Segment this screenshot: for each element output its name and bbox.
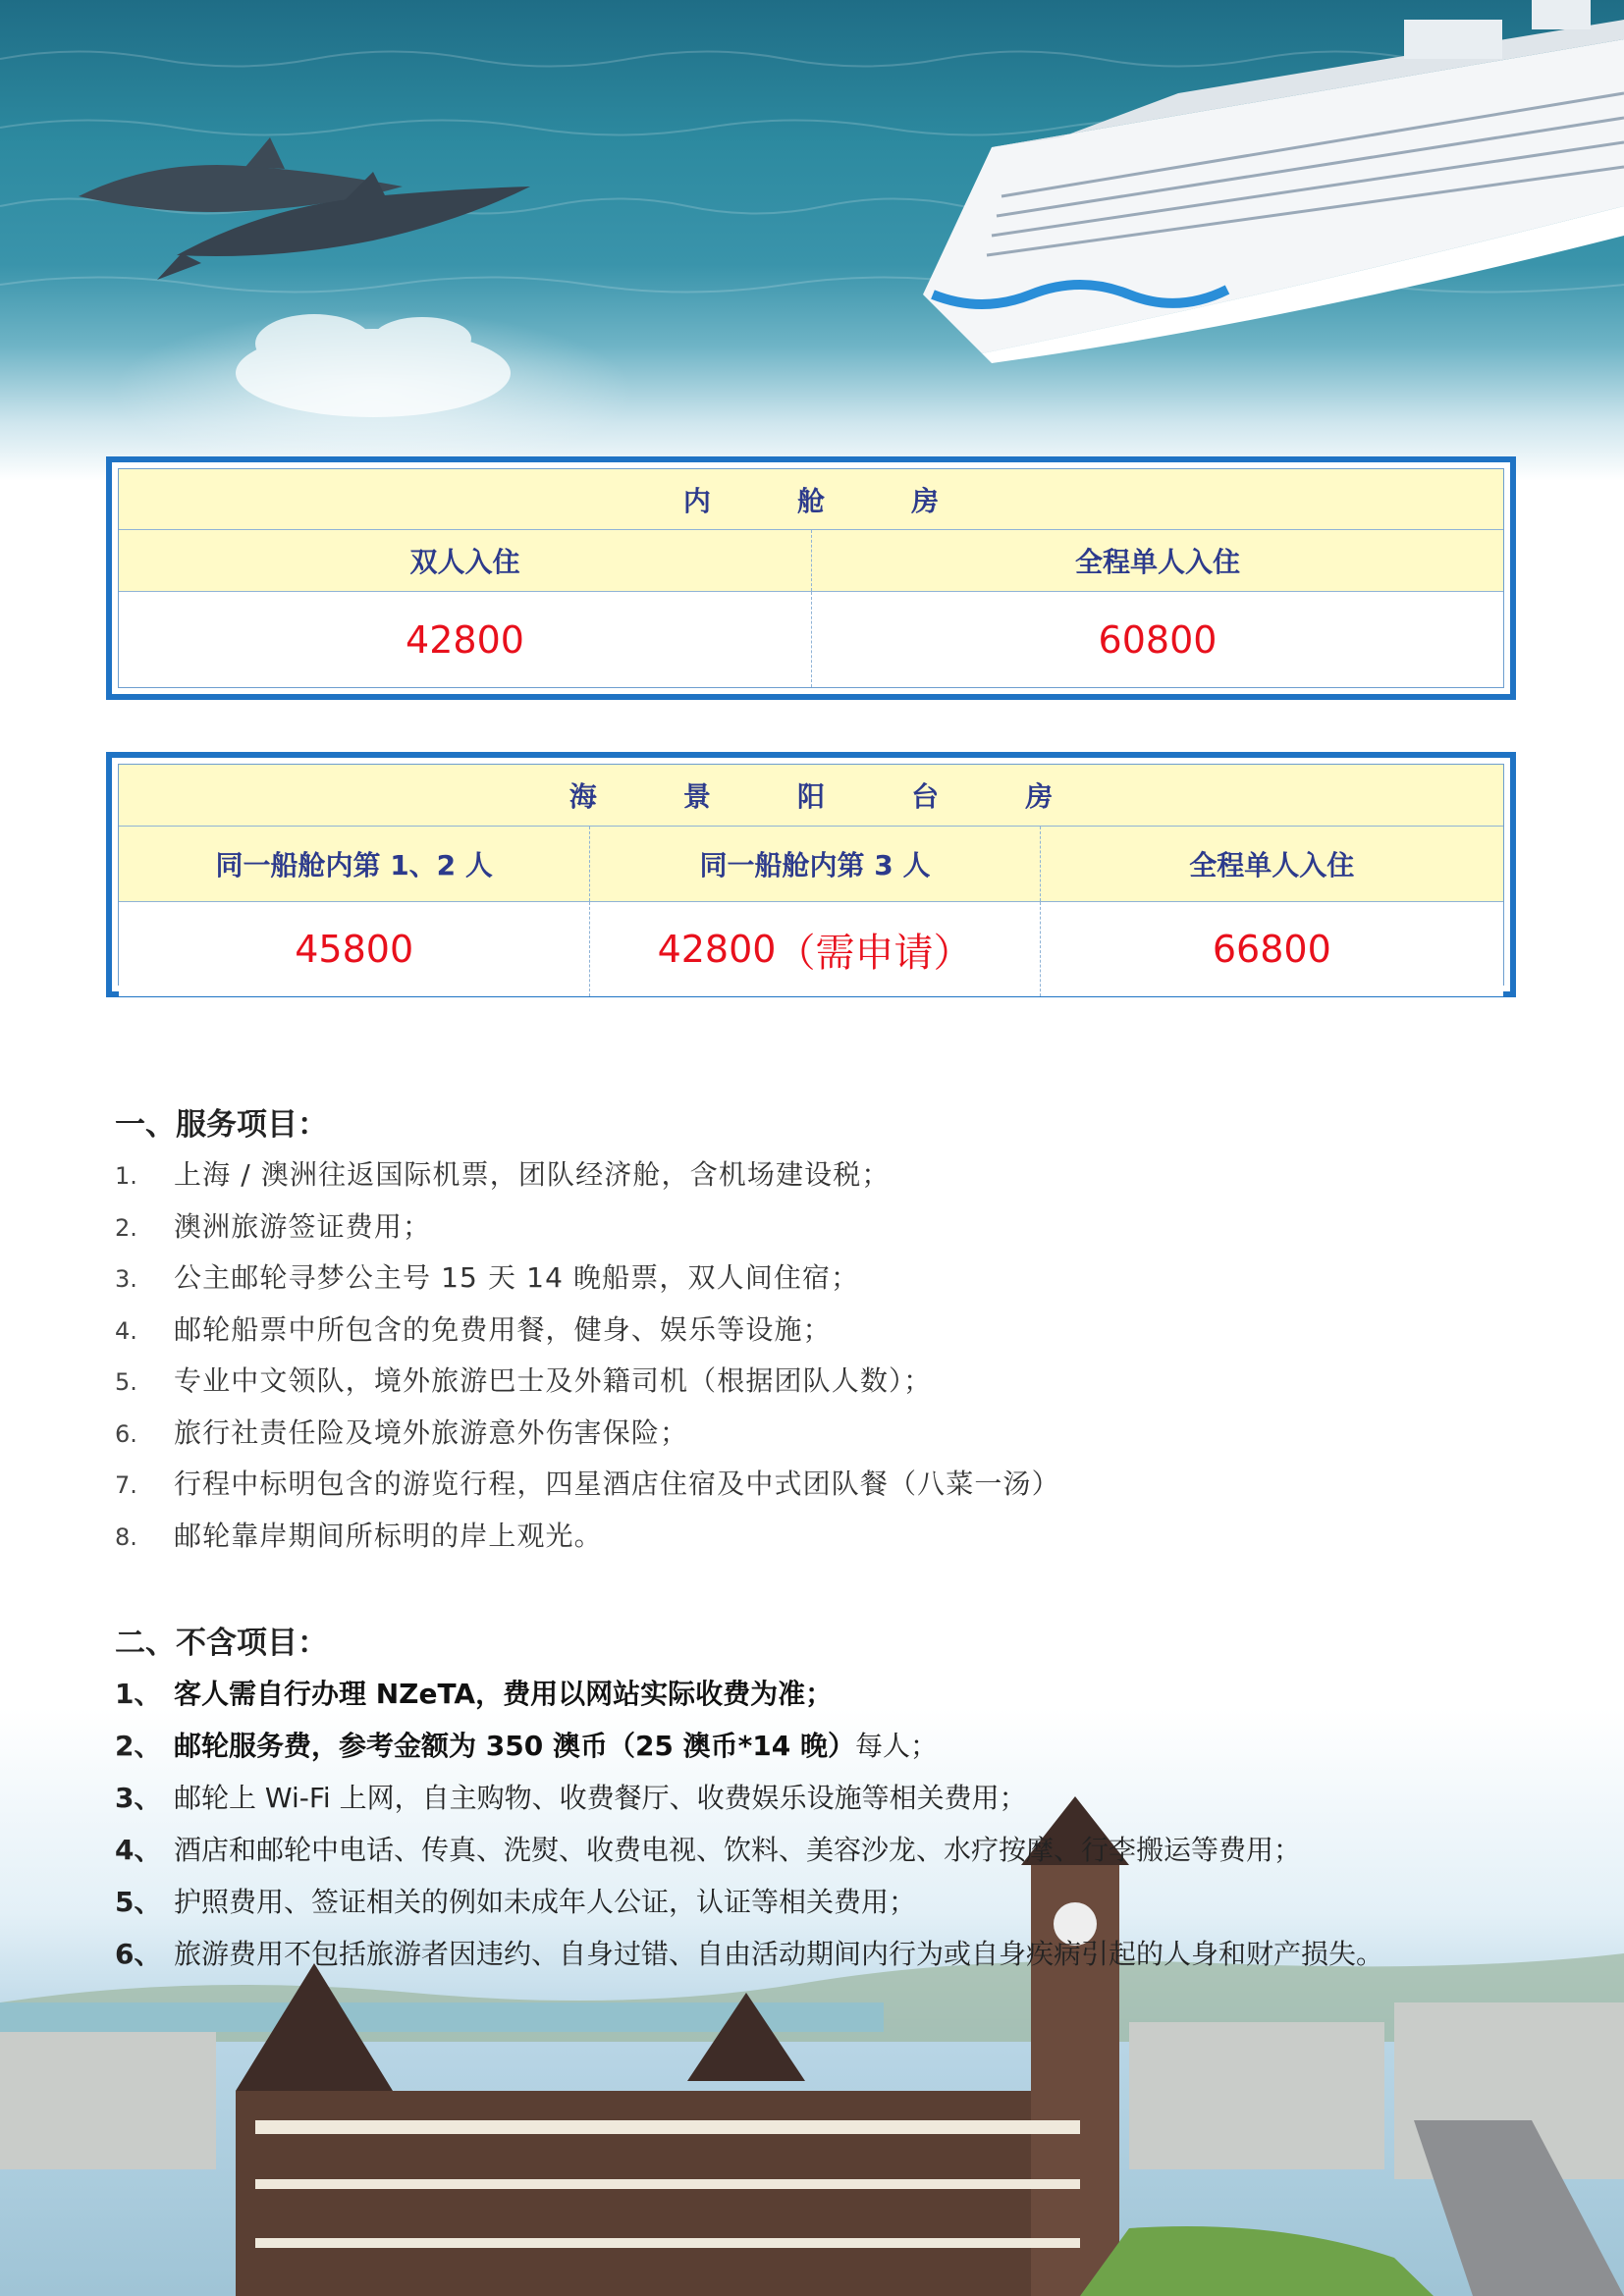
list-item-number: 6、 (115, 1938, 162, 1970)
list-item (115, 1876, 1383, 1928)
list-item-text: 酒店和邮轮中电话、传真、洗熨、收费电视、饮料、美容沙龙、水疗按摩、行李搬运等费用； (174, 1834, 1302, 1866)
inside-cabin-price-double: 42800 (406, 617, 524, 662)
list-item-number: 1、 (115, 1678, 162, 1710)
ocean-banner-photo (0, 0, 1624, 481)
list-item (115, 1772, 1383, 1824)
list-item-text: 专业中文领队，境外旅游巴士及外籍司机（根据团队人数）； (174, 1364, 933, 1397)
list-item-text: 邮轮船票中所包含的免费用餐，健身、娱乐等设施； (174, 1312, 832, 1346)
balcony-cabin-price-third: 42800 (657, 928, 777, 971)
excluded-section-title: 二、不含项目： (115, 1626, 328, 1661)
excluded-list (115, 1668, 1383, 1980)
cruise-ship (923, 0, 1624, 363)
inside-cabin-title: 内 舱 房 (682, 484, 978, 517)
list-item-suffix: 每人； (855, 1730, 939, 1762)
list-item-text: 旅行社责任险及境外旅游意外伤害保险； (174, 1415, 689, 1449)
list-item (115, 1149, 1060, 1201)
list-item (115, 1356, 1060, 1408)
dolphins-and-cruise-ship-illustration (0, 0, 1624, 481)
included-list (115, 1149, 1060, 1562)
inside-cabin-price-table (106, 456, 1516, 700)
list-item-number: 5、 (115, 1886, 162, 1918)
list-item-text: 邮轮服务费，参考金额为 350 澳币（25 澳币*14 晚） (174, 1730, 856, 1762)
list-item-number: 2. (115, 1213, 137, 1242)
list-item-text: 澳洲旅游签证费用； (174, 1209, 432, 1243)
list-item-text: 邮轮靠岸期间所标明的岸上观光。 (174, 1519, 603, 1552)
inside-cabin-prices (119, 592, 1503, 687)
inside-cabin-col-double: 双人入住 (409, 546, 520, 578)
inside-cabin-header (119, 469, 1503, 530)
list-item-number: 7. (115, 1471, 137, 1499)
list-item-number: 4. (115, 1316, 137, 1345)
balcony-cabin-title: 海 景 阳 台 房 (568, 780, 1092, 813)
included-section-title: 一、服务项目： (115, 1107, 328, 1143)
inside-cabin-col-single: 全程单人入住 (811, 530, 1503, 591)
list-item-number: 1. (115, 1162, 137, 1190)
balcony-cabin-col-first-two: 同一船舱内第 1、2 人 (215, 849, 493, 881)
list-item (115, 1305, 1060, 1357)
balcony-cabin-prices (119, 902, 1503, 996)
list-item (115, 1511, 1060, 1563)
balcony-cabin-price-first-two: 45800 (295, 928, 414, 971)
list-item-text: 护照费用、签证相关的例如未成年人公证，认证等相关费用； (174, 1886, 917, 1918)
list-item (115, 1408, 1060, 1460)
inside-cabin-price-single: 60800 (811, 592, 1503, 687)
inside-cabin-column-headers (119, 530, 1503, 592)
list-item-number: 2、 (115, 1730, 162, 1762)
list-item-text: 行程中标明包含的游览行程，四星酒店住宿及中式团队餐（八菜一汤） (174, 1468, 1060, 1500)
water-splash (236, 314, 511, 417)
list-item (115, 1928, 1383, 1980)
balcony-cabin-price-table (106, 752, 1516, 997)
list-item-number: 8. (115, 1522, 137, 1551)
list-item-text: 上海 / 澳洲往返国际机票，团队经济舱，含机场建设税； (174, 1158, 891, 1191)
balcony-cabin-price-single: 66800 (1040, 902, 1503, 996)
balcony-cabin-col-third: 同一船舱内第 3 人 (589, 827, 1039, 901)
balcony-cabin-column-headers (119, 827, 1503, 902)
list-item-number: 3. (115, 1265, 137, 1293)
list-item (115, 1201, 1060, 1254)
list-item-text: 旅游费用不包括旅游者因违约、自身过错、自由活动期间内行为或自身疾病引起的人身和财产损失。 (174, 1938, 1384, 1970)
list-item (115, 1459, 1060, 1511)
balcony-cabin-price-third-cell (589, 902, 1039, 996)
list-item-text: 客人需自行办理 NZeTA，费用以网站实际收费为准； (174, 1678, 834, 1710)
list-item (115, 1668, 1383, 1720)
list-item-number: 3、 (115, 1782, 162, 1814)
list-item-number: 6. (115, 1419, 137, 1448)
list-item-text: 邮轮上 Wi-Fi 上网，自主购物、收费餐厅、收费娱乐设施等相关费用； (174, 1782, 1027, 1814)
list-item-number: 5. (115, 1368, 137, 1396)
list-item (115, 1253, 1060, 1305)
list-item (115, 1824, 1383, 1876)
list-item-text: 公主邮轮寻梦公主号 15 天 14 晚船票，双人间住宿； (174, 1261, 860, 1294)
balcony-cabin-price-note: （需申请） (776, 930, 973, 976)
list-item-number: 4、 (115, 1834, 162, 1866)
balcony-cabin-col-single: 全程单人入住 (1040, 827, 1503, 901)
balcony-cabin-header (119, 765, 1503, 827)
list-item (115, 1720, 1383, 1772)
